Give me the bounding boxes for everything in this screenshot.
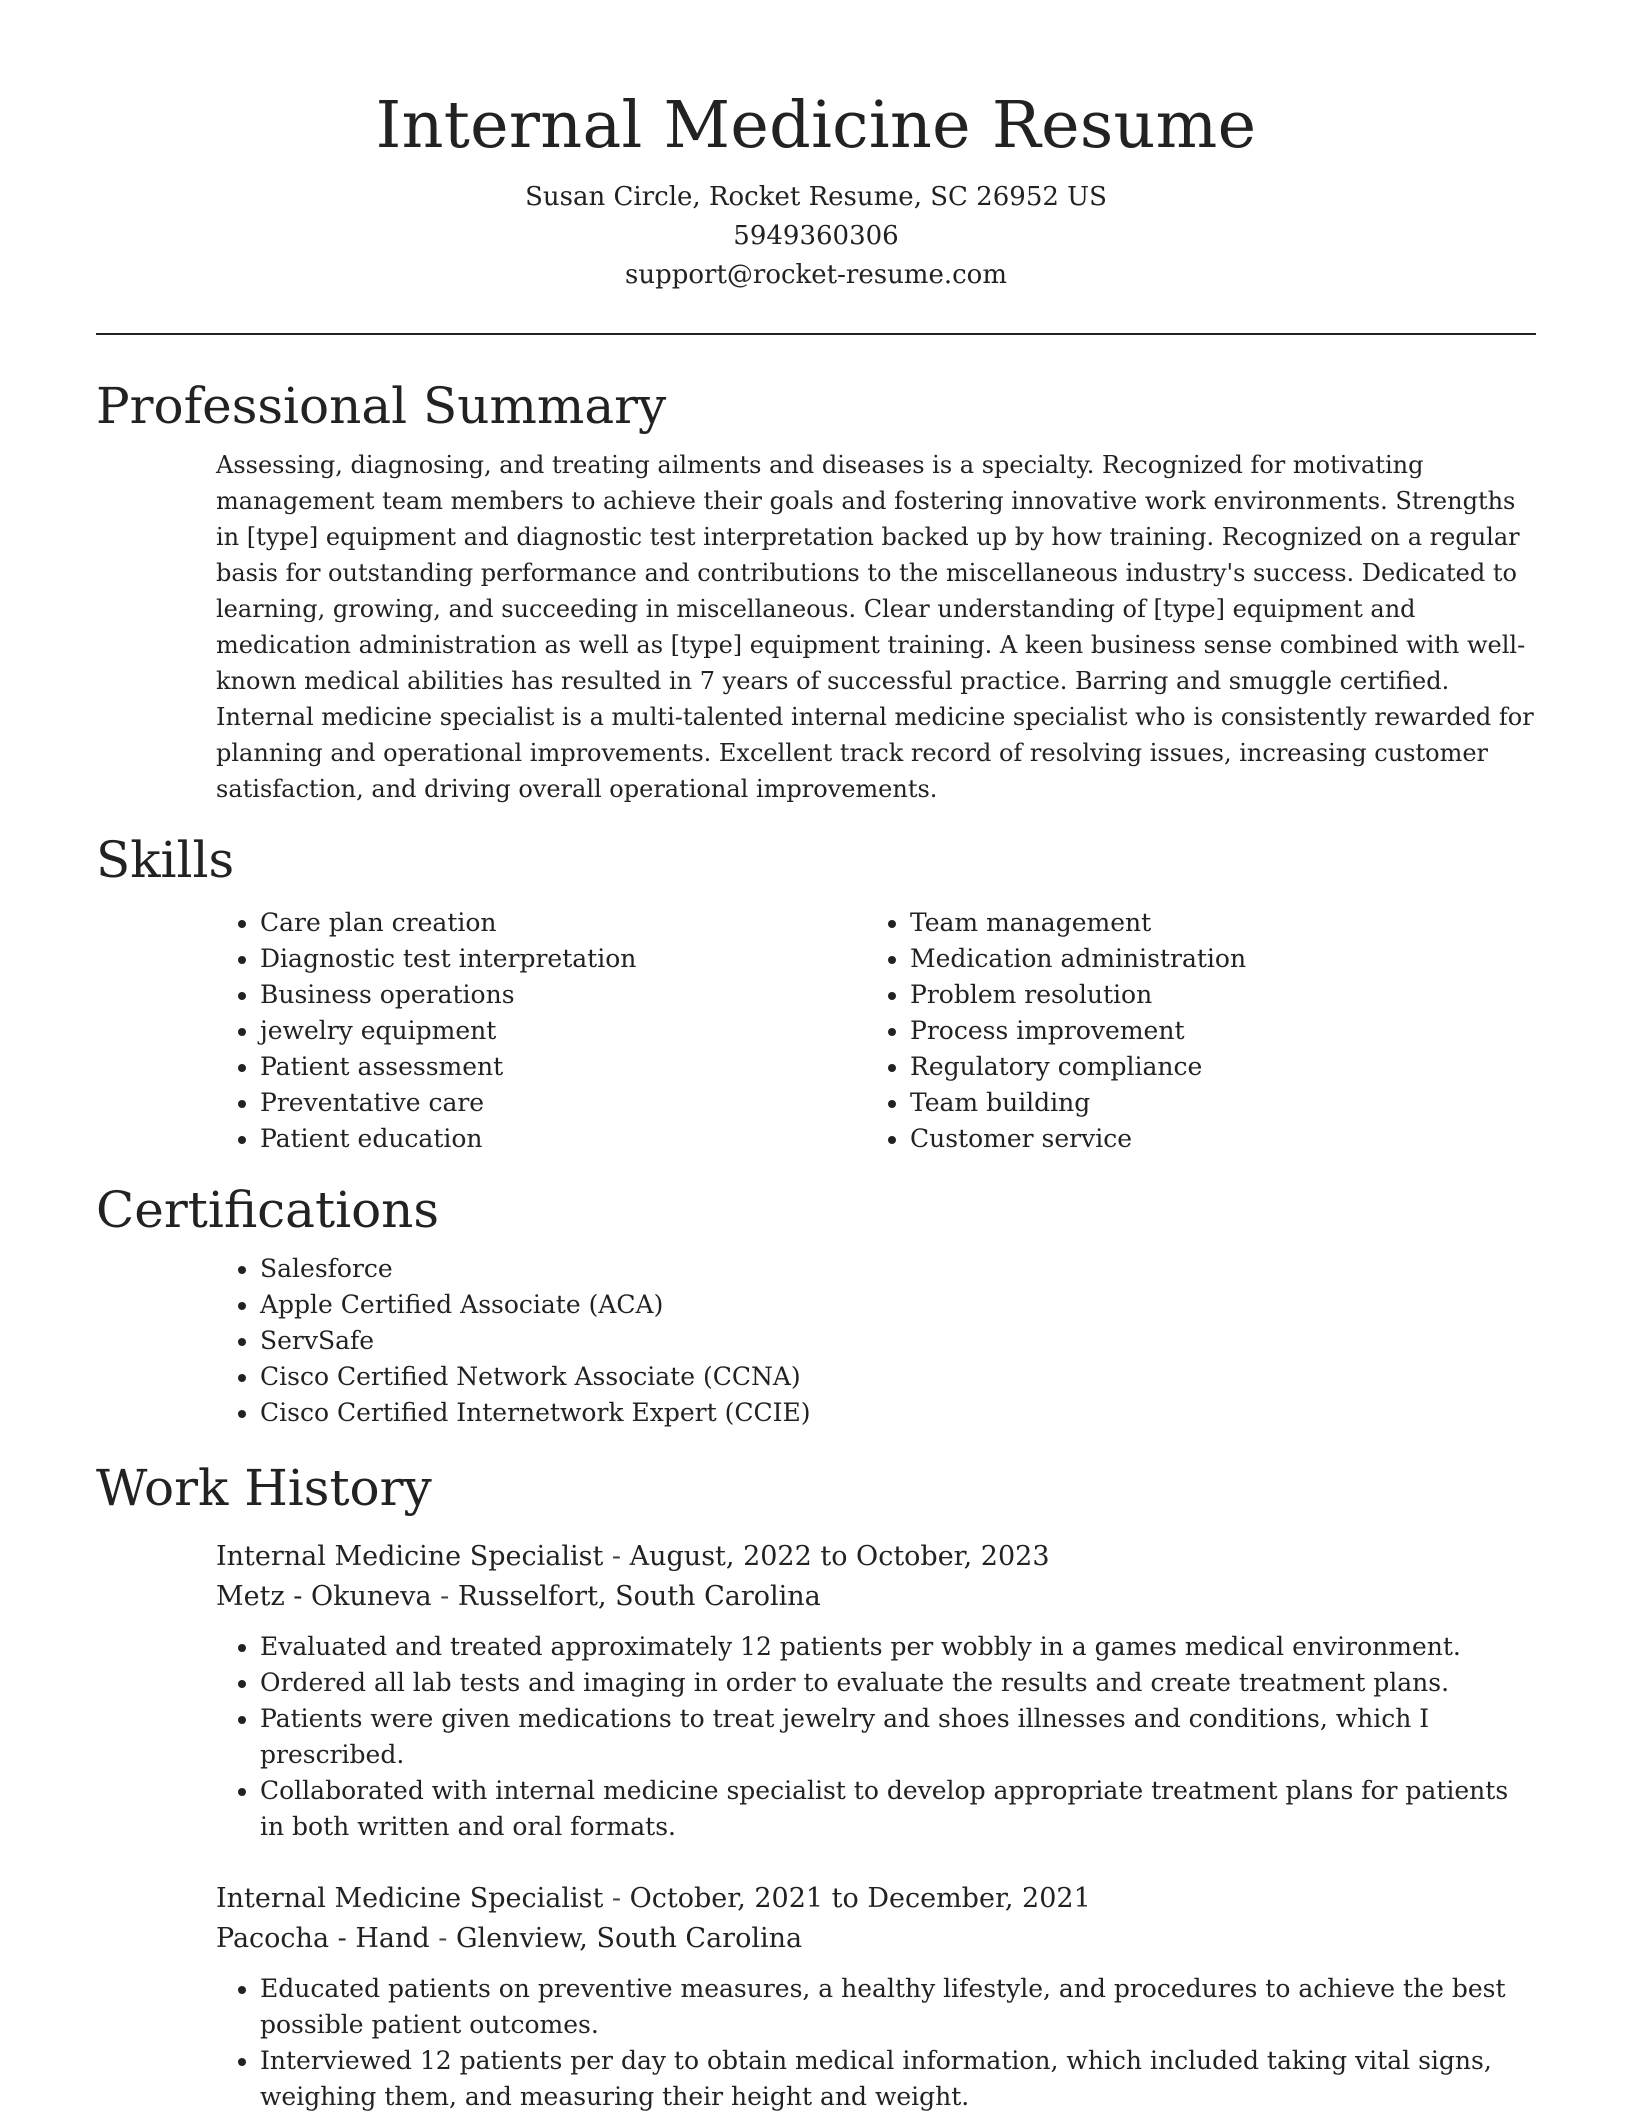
- skill-item: • Team building: [910, 1085, 1516, 1121]
- job-bullet: • Interviewed 12 patients per day to obtain medical information, which included taking vital signs, weighing them, and measuring their height and weight.: [260, 2043, 1536, 2115]
- job-separator: -: [603, 1883, 630, 1914]
- header-divider: [96, 333, 1536, 335]
- skill-item: • Care plan creation: [260, 905, 866, 941]
- skill-item: • Preventative care: [260, 1085, 866, 1121]
- skill-item: • Medication administration: [910, 941, 1516, 977]
- certification-item: • Apple Certified Associate (ACA): [260, 1287, 1536, 1323]
- job-company: Pacocha - Hand: [216, 1923, 430, 1954]
- skills-column-left: [216, 905, 866, 1157]
- job-title: Internal Medicine Specialist: [216, 1883, 604, 1914]
- resume-title: Internal Medicine Resume: [375, 88, 1257, 163]
- certification-item: • ServSafe: [260, 1323, 1536, 1359]
- skill-item: • Problem resolution: [910, 977, 1516, 1013]
- job-entry: [216, 1879, 1536, 2115]
- job-separator: -: [431, 1581, 458, 1612]
- job-location: Russelfort, South Carolina: [457, 1581, 821, 1612]
- certifications-section: [216, 1251, 1536, 1431]
- skill-item: • Regulatory compliance: [910, 1049, 1516, 1085]
- job-company-line: [216, 1577, 1536, 1617]
- job-separator: -: [429, 1923, 456, 1954]
- skill-item: • Diagnostic test interpretation: [260, 941, 866, 977]
- job-bullet: • Patients were given medications to treat jewelry and shoes illnesses and conditions, which I prescribed.: [260, 1701, 1536, 1773]
- resume-page: [96, 0, 1536, 2115]
- skill-item: • Customer service: [910, 1121, 1516, 1157]
- job-bullets: [216, 1971, 1536, 2115]
- job-title-line: [216, 1879, 1536, 1919]
- job-dates: October, 2021 to December, 2021: [629, 1883, 1091, 1914]
- job-dates: August, 2022 to October, 2023: [629, 1541, 1050, 1572]
- summary-heading: Professional Summary: [96, 377, 667, 435]
- skill-item: • Team management: [910, 905, 1516, 941]
- skill-item: • Patient assessment: [260, 1049, 866, 1085]
- contact-address: Susan Circle, Rocket Resume, SC 26952 US: [525, 182, 1107, 212]
- job-bullets: [216, 1629, 1536, 1845]
- skill-item: • Patient education: [260, 1121, 866, 1157]
- summary-text: Assessing, diagnosing, and treating ailments and diseases is a specialty. Recognized for motivating management team members to achieve their goals and fostering innovative work environments. Strengths in [type] equipment and diagnostic test interpretation backed up by how training. Recognized on a regular basis for outstanding performance and contributions to the miscellaneous industry's success. Dedicated to learning, growing, and succeeding in miscellaneous. Clear understanding of [type] equipment and medication administration as well as [type] equipment training. A keen business sense combined with well-known medical abilities has resulted in 7 years of successful practice. Barring and smuggle certified. Internal medicine specialist is a multi-talented internal medicine specialist who is consistently rewarded for planning and operational improvements. Excellent track record of resolving issues, increasing customer satisfaction, and driving overall operational improvements.: [216, 451, 1534, 803]
- skills-list-right: [866, 905, 1516, 1157]
- job-bullet: • Collaborated with internal medicine specialist to develop appropriate treatment plans for patients in both written and oral formats.: [260, 1773, 1536, 1845]
- job-bullet: • Evaluated and treated approximately 12 patients per wobbly in a games medical environment.: [260, 1629, 1536, 1665]
- work-history-heading: Work History: [96, 1459, 432, 1517]
- job-separator: -: [603, 1541, 630, 1572]
- skills-grid: [216, 905, 1536, 1157]
- skill-item: • jewelry equipment: [260, 1013, 866, 1049]
- job-company: Metz - Okuneva: [216, 1581, 432, 1612]
- job-title-line: [216, 1537, 1536, 1577]
- job-title: Internal Medicine Specialist: [216, 1541, 604, 1572]
- certification-item: • Cisco Certified Internetwork Expert (CCIE): [260, 1395, 1536, 1431]
- certifications-list: [216, 1251, 1536, 1431]
- contact-info: [96, 178, 1536, 295]
- skills-heading: Skills: [96, 831, 235, 889]
- certifications-heading: Certifications: [96, 1181, 440, 1239]
- contact-email: support@rocket-resume.com: [624, 260, 1007, 290]
- certification-item: • Salesforce: [260, 1251, 1536, 1287]
- job-company-line: [216, 1919, 1536, 1959]
- job-bullet: • Ordered all lab tests and imaging in order to evaluate the results and create treatment plans.: [260, 1665, 1536, 1701]
- job-entry: [216, 1537, 1536, 1845]
- job-bullet: • Educated patients on preventive measures, a healthy lifestyle, and procedures to achieve the best possible patient outcomes.: [260, 1971, 1536, 2043]
- skills-list-left: [216, 905, 866, 1157]
- skill-item: • Process improvement: [910, 1013, 1516, 1049]
- resume-header: [96, 0, 1536, 295]
- job-location: Glenview, South Carolina: [455, 1923, 803, 1954]
- contact-phone: 5949360306: [733, 221, 899, 251]
- skill-item: • Business operations: [260, 977, 866, 1013]
- certification-item: • Cisco Certified Network Associate (CCNA): [260, 1359, 1536, 1395]
- skills-column-right: [866, 905, 1516, 1157]
